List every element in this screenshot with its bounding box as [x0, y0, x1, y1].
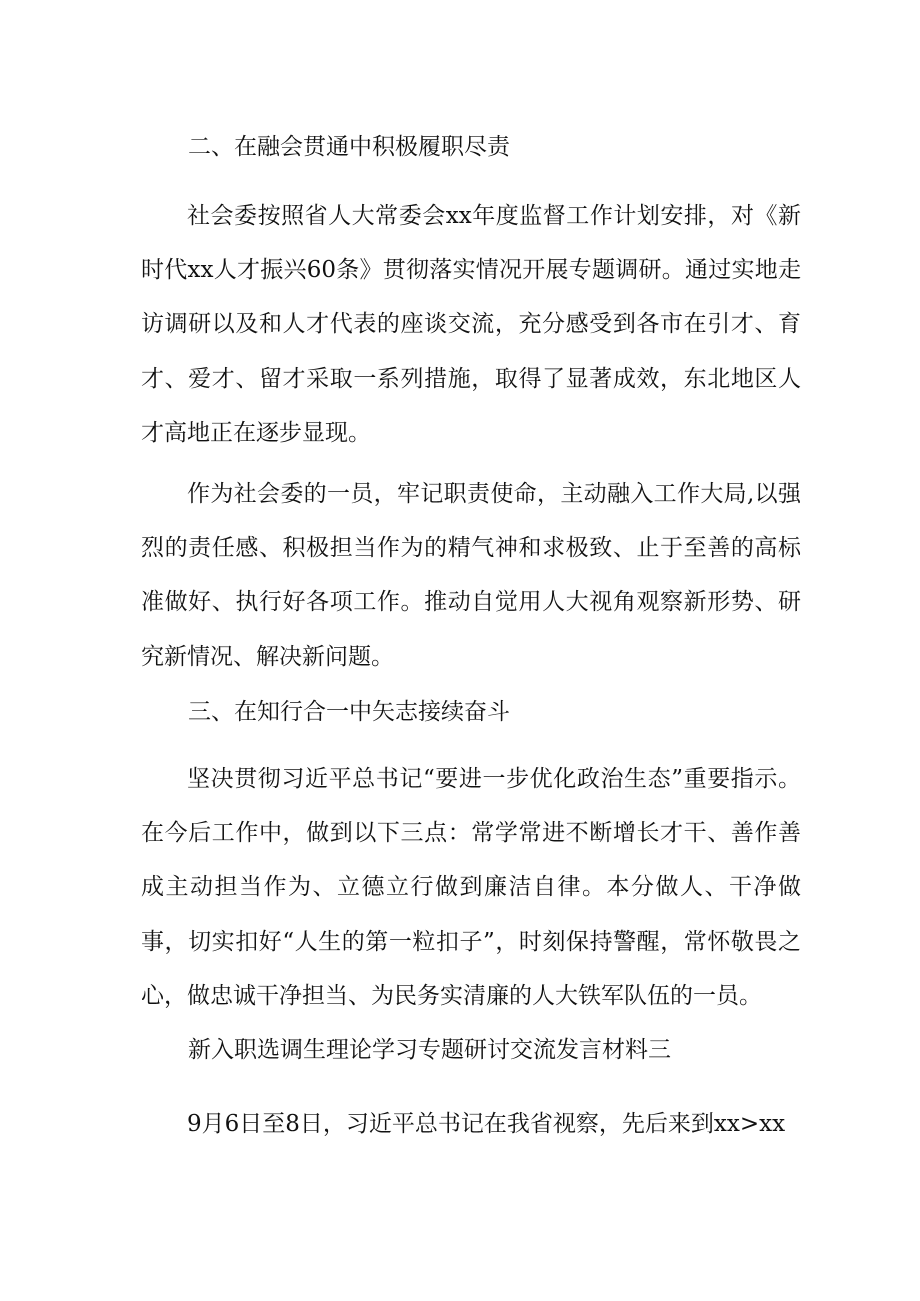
section-two-paragraph-1: 社会委按照省人大常委会xx年度监督工作计划安排，对《新时代xx人才振兴60条》贯彻落实情况开展专题调研。通过实地走访调研以及和人才代表的座谈交流，充分感受到各市在引才、育才、爱才、留才采取一系列措施，取得了显著成效，东北地区人才高地正在逐步显现。 — [141, 203, 801, 446]
material-three-paragraph — [141, 1097, 801, 1151]
material-three-paragraph-start: 9月6日至8日，习近平总书记在我省视察，先后来到xx>xx — [187, 1111, 786, 1137]
section-two-heading: 二、在融会贯通中积极履职尽责 — [188, 134, 510, 160]
section-two-paragraph-2: 作为社会委的一员，牢记职责使命，主动融入工作大局,以强烈的责任感、积极担当作为的精气神和求极致、止于至善的高标准做好、执行好各项工作。推动自觉用人大视角观察新形势、研究新情况、解决新问题。 — [141, 481, 801, 670]
material-three-title: 新入职选调生理论学习专题研讨交流发言材料三 — [188, 1037, 671, 1063]
section-three-paragraph: 坚决贯彻习近平总书记“要进一步优化政治生态”重要指示。在今后工作中，做到以下三点：常学常进不断增长才干、善作善成主动担当作为、立德立行做到廉洁自律。本分做人、干净做事，切实扣好“人生的第一粒扣子”，时刻保持警醒，常怀敬畏之心，做忠诚干净担当、为民务实清廉的人大铁军队伍的一员。 — [141, 766, 801, 1009]
section-three-heading: 三、在知行合一中矢志接续奋斗 — [188, 699, 510, 725]
